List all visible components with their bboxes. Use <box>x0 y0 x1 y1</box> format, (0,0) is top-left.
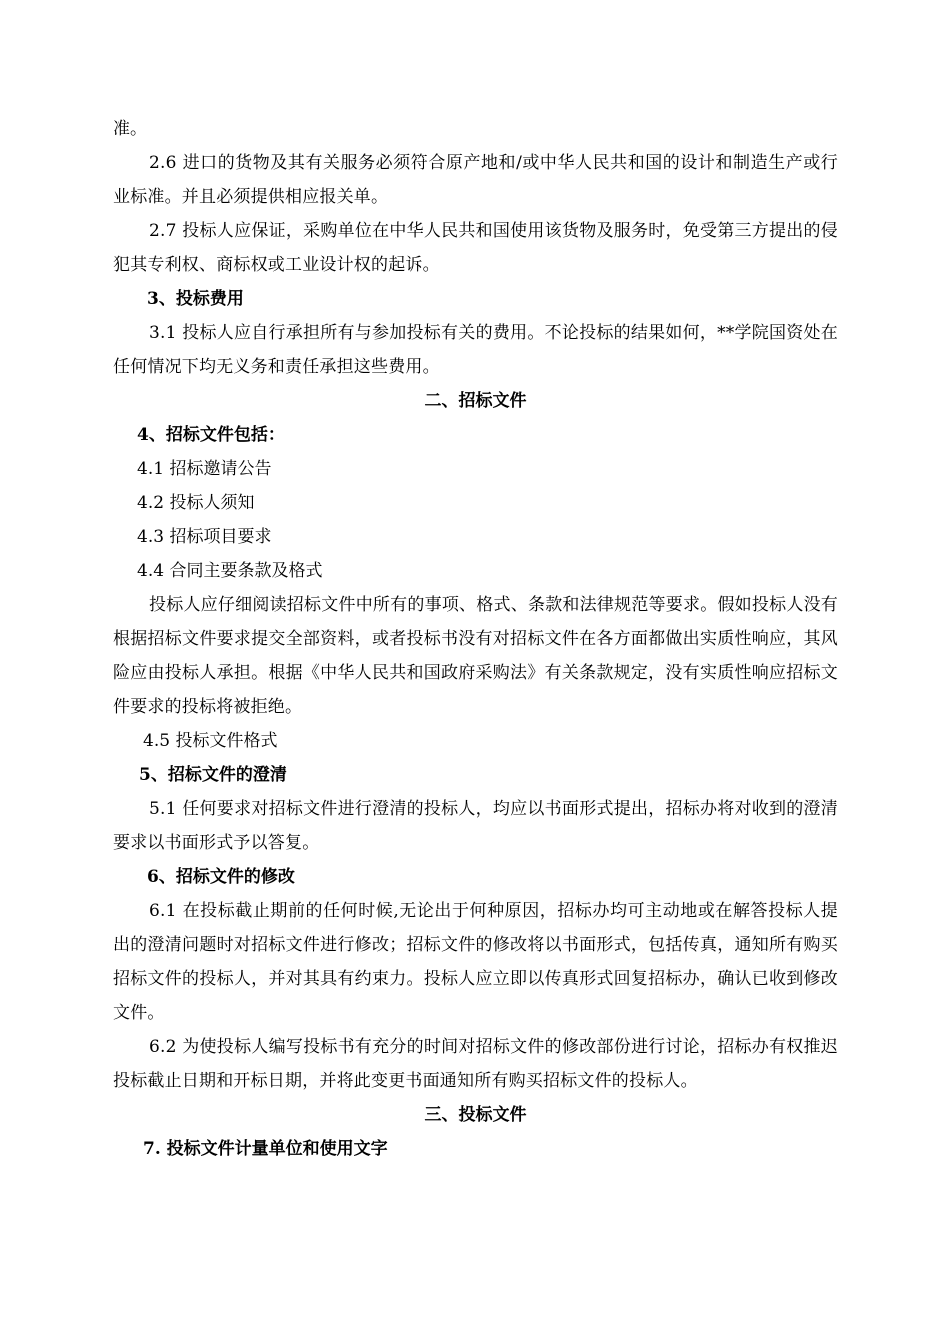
section-title-bid-documents: 三、投标文件 <box>424 1105 527 1125</box>
paragraph-2-5-tail: 准。 <box>113 119 147 139</box>
paragraph-6-1: 6.1 在投标截止期前的任何时候,无论出于何种原因，招标办均可主动地或在解答投标人提出的澄清问题时对招标文件进行修改；招标文件的修改将以书面形式，包括传真，通知所有购买招标文件的投标人，并对其具有约束力。投标人应立即以传真形式回复招标办，确认已收到修改文件。 <box>113 901 838 1023</box>
list-item-4-5: 4.5 投标文件格式 <box>143 731 278 751</box>
paragraph-3-1: 3.1 投标人应自行承担所有与参加投标有关的费用。不论投标的结果如何，**学院国资处在任何情况下均无义务和责任承担这些费用。 <box>113 323 838 377</box>
list-item-4-1: 4.1 招标邀请公告 <box>137 459 272 479</box>
heading-7-units-language: 7. 投标文件计量单位和使用文字 <box>143 1139 388 1159</box>
list-item-4-3: 4.3 招标项目要求 <box>137 527 272 547</box>
section-title-tender-documents: 二、招标文件 <box>424 391 527 411</box>
paragraph-6-2: 6.2 为使投标人编写投标书有充分的时间对招标文件的修改部份进行讨论，招标办有权推迟投标截止日期和开标日期，并将此变更书面通知所有购买招标文件的投标人。 <box>113 1037 838 1091</box>
paragraph-4-note: 投标人应仔细阅读招标文件中所有的事项、格式、条款和法律规范等要求。假如投标人没有根据招标文件要求提交全部资料，或者投标书没有对招标文件在各方面都做出实质性响应，其风险应由投标人承担。根据《中华人民共和国政府采购法》有关条款规定，没有实质性响应招标文件要求的投标将被拒绝。 <box>113 595 838 717</box>
list-item-4-4: 4.4 合同主要条款及格式 <box>137 561 323 581</box>
paragraph-5-1: 5.1 任何要求对招标文件进行澄清的投标人，均应以书面形式提出，招标办将对收到的澄清要求以书面形式予以答复。 <box>113 799 838 853</box>
paragraph-2-6: 2.6 进口的货物及其有关服务必须符合原产地和/或中华人民共和国的设计和制造生产或行业标准。并且必须提供相应报关单。 <box>113 153 838 207</box>
document-page <box>113 112 838 1166</box>
heading-5-clarification: 5、招标文件的澄清 <box>139 765 287 785</box>
list-item-4-2: 4.2 投标人须知 <box>137 493 255 513</box>
heading-4-tender-contents: 4、招标文件包括： <box>137 425 285 445</box>
paragraph-2-7: 2.7 投标人应保证，采购单位在中华人民共和国使用该货物及服务时，免受第三方提出的侵犯其专利权、商标权或工业设计权的起诉。 <box>113 221 838 275</box>
heading-3-bid-costs: 3、投标费用 <box>147 289 244 309</box>
heading-6-modification: 6、招标文件的修改 <box>147 867 295 887</box>
